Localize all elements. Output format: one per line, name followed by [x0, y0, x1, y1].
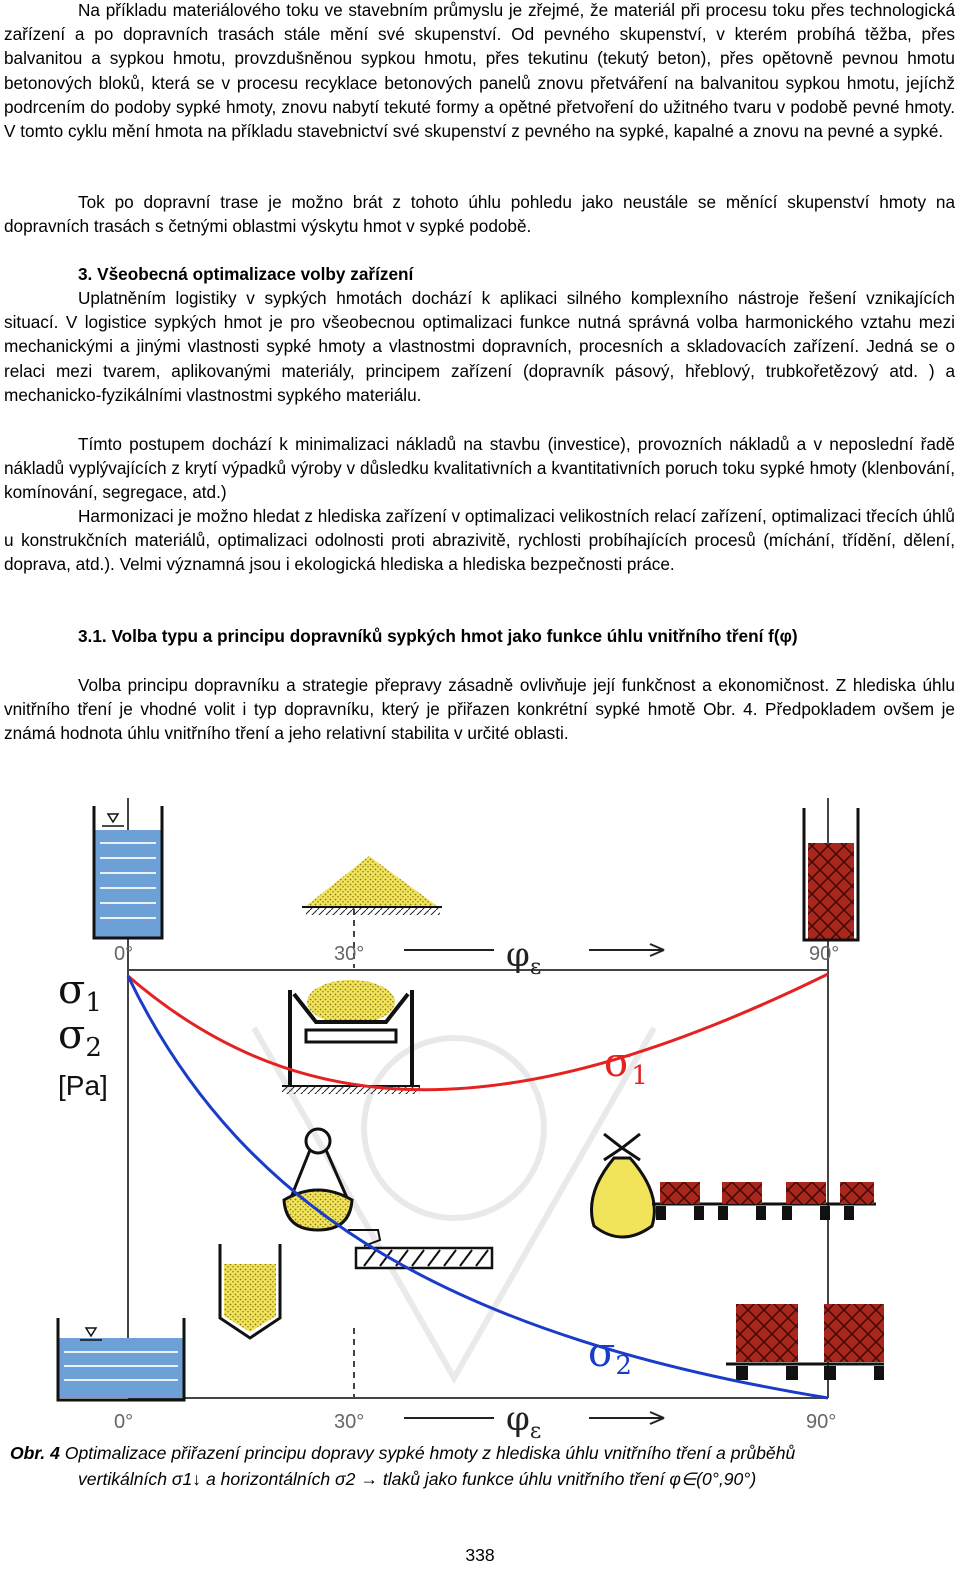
paragraph-harmonization: Harmonizaci je možno hledat z hlediska zařízení v optimalizaci velikostních relací zařízení, optimalizaci třecích úhlů u konstrukčních materiálů, optimalizaci odolnosti proti abrazivitě, rychlosti probíhajících procesů (míchání, třídění, dělení, doprava, atd.). Velmi významná jsou i ekologická hlediska a hlediska bezpečnosti práce. — [4, 506, 955, 575]
sigma1-curve-label-sub: 1 — [631, 1061, 648, 1091]
hopper-icon — [220, 1244, 280, 1338]
x-symbol-top — [506, 935, 541, 980]
y-unit: [Pa] — [58, 1070, 108, 1101]
caption-line2: vertikálních σ1↓ a horizontálních σ2 → tlaků jako funkce úhlu vnitřního tření φ∈(0°,90°) — [78, 1469, 757, 1489]
paragraph-costs: Tímto postupem dochází k minimalizaci nákladů na stavbu (investice), provozních nákladů a v neposlední řadě nákladů vyplývajících z krytí výpadků výroby v důsledku kvalitativních a kvantitativních poruch toku sypké hmoty (klenbování, komínování, segregace, atd.) — [4, 434, 955, 503]
water-tank-bottom — [58, 1318, 184, 1400]
tick-bottom-90: 90° — [806, 1411, 837, 1433]
sigma1-curve-label-main: σ — [604, 1040, 632, 1086]
tick-bottom-30: 30° — [334, 1411, 365, 1433]
belt-conveyor-icon — [282, 980, 420, 1094]
sand-heap — [302, 856, 442, 915]
brick-container-top — [804, 808, 858, 940]
y-label-sigma1-main: σ — [58, 967, 86, 1013]
y-label-sigma1 — [58, 967, 102, 1018]
section-heading-3-1: 3.1. Volba typu a principu dopravníků sypkých hmot jako funkce úhlu vnitřního tření f(φ) — [78, 626, 798, 646]
paragraph-conveyor-choice: Volba principu dopravníku a strategie přepravy zásadně ovlivňuje její funkčnost a ekonomičnost. Z hlediska úhlu vnitřního tření je vhodné volit i typ dopravníku, který je přiřazen konkrétní sypké hmotě Obr. 4. Předpokladem ovšem je známá hodnota úhlu vnitřního tření a jeho relativní stabilita v určité oblasti. — [4, 675, 955, 744]
caption-label: Obr. 4 — [10, 1443, 60, 1463]
section-heading-3: 3. Všeobecná optimalizace volby zařízení — [78, 264, 414, 284]
x-symbol-bottom-main: φ — [506, 1399, 530, 1439]
sigma2-curve-label — [588, 1330, 632, 1381]
x-symbol-top-main: φ — [506, 935, 530, 975]
tick-top-90: 90° — [809, 943, 840, 965]
y-label-sigma2 — [58, 1012, 102, 1063]
x-symbol-bottom — [506, 1399, 541, 1440]
figure-caption — [10, 1440, 955, 1492]
y-label-sigma2-sub: 2 — [85, 1033, 102, 1063]
sigma2-curve-label-main: σ — [588, 1330, 616, 1376]
tick-bottom-0: 0° — [114, 1411, 134, 1433]
y-label-sigma1-sub: 1 — [85, 988, 102, 1018]
sigma2-curve-label-sub: 2 — [615, 1351, 632, 1381]
figure-conveyor-optimization — [44, 798, 884, 1440]
sigma1-curve — [128, 974, 828, 1090]
tick-top-0: 0° — [114, 943, 134, 965]
y-label-sigma2-main: σ — [58, 1012, 86, 1058]
paragraph-logistics: Uplatněním logistiky v sypkých hmotách dochází k aplikaci silného komplexního nástroje řešení vznikajících situací. V logistice sypkých hmot je pro všeobecnou optimalizaci funkce nutná správná volba harmonického vztahu mezi mechanickými a jinými vlastnosti sypké hmoty a vlastnostmi dopravních, procesních a skladovacích zařízení. Jedná se o relaci mezi tvarem, aplikovanými materiály, principem zařízení (dopravník pásový, hřeblový, trubkořetězový atd. ) a mechanicko-fyzikálními vlastnostmi sypkého materiálu. — [4, 288, 955, 405]
x-symbol-bottom-sub: ε — [529, 1419, 542, 1440]
tied-sack-icon — [592, 1134, 655, 1237]
tick-top-30: 30° — [334, 943, 365, 965]
paragraph-transport-route: Tok po dopravní trase je možno brát z tohoto úhlu pohledu jako neustále se měnící skupenství hmoty na dopravních trasách s četnými oblastmi výskytu hmot v sypké podobě. — [4, 192, 955, 237]
x-symbol-top-sub: ε — [529, 955, 542, 980]
pallet-conveyor-icon — [652, 1182, 876, 1220]
brick-stack-bottom — [726, 1304, 884, 1380]
page-number: 338 — [465, 1545, 495, 1565]
paragraph-material-flow: Na příkladu materiálového toku ve stavebním průmyslu je zřejmé, že materiál při procesu toku přes technologická zařízení a po dopravních trasách stále mění své skupenství. Od pevného skupenství, v kterém probíhá těžba, přes balvanitou a sypkou hmotu, provzdušněnou sypkou hmotu, přes tekutinu (tekutý beton), přes opětovně pevnou hmotu betonových bloků, která se v procesu recyklace betonových panelů znovu přetváření na balvanitou sypkou hmotu, jejíchž podrcením do podoby sypké hmoty, znovu nabytí tekuté formy a opětné přetvoření do užitného tvaru v podobě pevné hmoty. V tomto cyklu mění hmota na příkladu stavebnictví své skupenství z pevného na sypké, kapalné a znovu na pevné a sypké. — [4, 0, 955, 142]
caption-line1: Optimalizace přiřazení principu dopravy sypké hmoty z hlediska úhlu vnitřního tření a průběhů — [59, 1443, 796, 1463]
